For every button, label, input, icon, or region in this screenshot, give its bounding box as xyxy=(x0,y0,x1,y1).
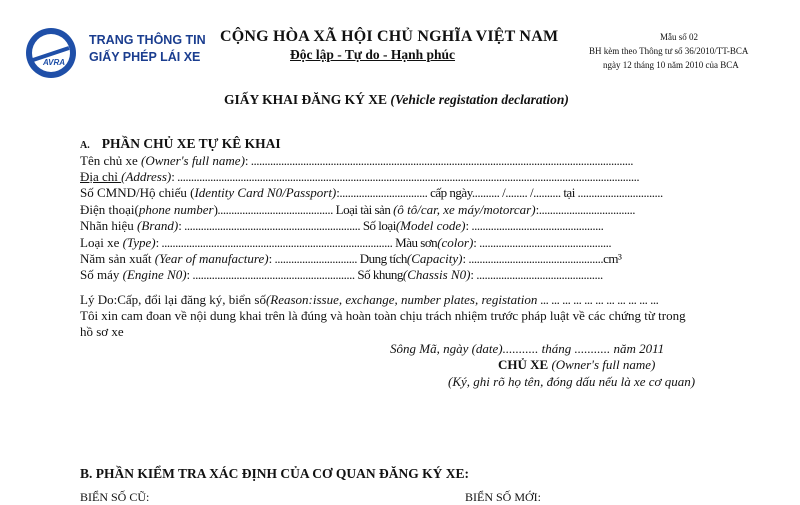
address-field: Địa chỉ (Address): ........................................................................................................................................................................ xyxy=(80,169,640,184)
site-name-line2: GIẤY PHÉP LÁI XE xyxy=(89,50,201,64)
brand-model-field: Nhãn hiệu (Brand): ................................................................ Số loại(Model code): ................................................ xyxy=(80,218,604,233)
title-en: (Vehicle registation declaration) xyxy=(390,92,569,107)
section-b-heading: B. PHẦN KIỂM TRA XÁC ĐỊNH CỦA CƠ QUAN ĐĂNG KÝ XE: xyxy=(80,466,470,481)
year-capacity-field: Năm sản xuất (Year of manufacture): .............................. Dung tích(Capacity): .................................................cm³ xyxy=(80,251,622,266)
commitment-line2: hồ sơ xe xyxy=(80,324,124,339)
id-card-field: Số CMND/Hộ chiếu (Identity Card N0/Passport):................................ cấp ngày.......... /........ /.......... tại ............................... xyxy=(80,185,663,200)
old-plate-label: BIỂN SỐ CŨ: xyxy=(80,490,150,504)
logo-text: AVRA xyxy=(43,58,66,67)
owner-signature-note: (Ký, ghi rõ họ tên, đóng dấu nếu là xe cơ quan) xyxy=(448,374,696,389)
engine-chassis-field: Số máy (Engine N0): ........................................................... Số khung(Chassis N0): .............................................. xyxy=(80,267,603,282)
form-reference-line1: BH kèm theo Thông tư số 36/2010/TT-BCA xyxy=(589,46,749,56)
driving-license-logo xyxy=(24,26,78,80)
type-color-field: Loại xe (Type): .................................................................................... Màu sơn(color): ................................................ xyxy=(80,235,612,250)
phone-asset-field: Điện thoại(phone number).......................................... Loại tài sản (ô tô/car, xe máy/motorcar):................................... xyxy=(80,202,635,217)
new-plate-label: BIỂN SỐ MỚI: xyxy=(465,490,542,504)
place-date: Sông Mã, ngày (date)........... tháng ........... năm 2011 xyxy=(390,341,665,356)
document-title xyxy=(224,92,569,108)
owner-name-field: Tên chủ xe (Owner's full name): ........................................................................................................................................... xyxy=(80,153,634,168)
reason-field: Lý Do:Cấp, đổi lại đăng ký, biển số(Reason:issue, exchange, number plates, registation ... ... ... ... ... ... ... ... ... ... ... xyxy=(80,292,659,307)
form-number: Mẫu số 02 xyxy=(660,32,698,42)
title-vi: GIẤY KHAI ĐĂNG KÝ XE xyxy=(224,92,388,107)
section-a-heading: A. PHẦN CHỦ XE TỰ KÊ KHAI xyxy=(80,136,281,151)
site-name-line1: TRANG THÔNG TIN xyxy=(89,33,206,47)
form-reference-line2: ngày 12 tháng 10 năm 2010 của BCA xyxy=(603,60,739,70)
national-motto: Độc lập - Tự do - Hạnh phúc xyxy=(290,47,456,62)
owner-signature-label: CHỦ XE (Owner's full name) xyxy=(498,357,656,372)
national-title: CỘNG HÒA XÃ HỘI CHỦ NGHĨA VIỆT NAM xyxy=(220,28,559,45)
section-a-letter: A. xyxy=(80,140,90,151)
commitment-line1: Tôi xin cam đoan về nội dung khai trên là đúng và hoàn toàn chịu trách nhiệm trước pháp luật về các chứng từ trong xyxy=(80,308,686,323)
